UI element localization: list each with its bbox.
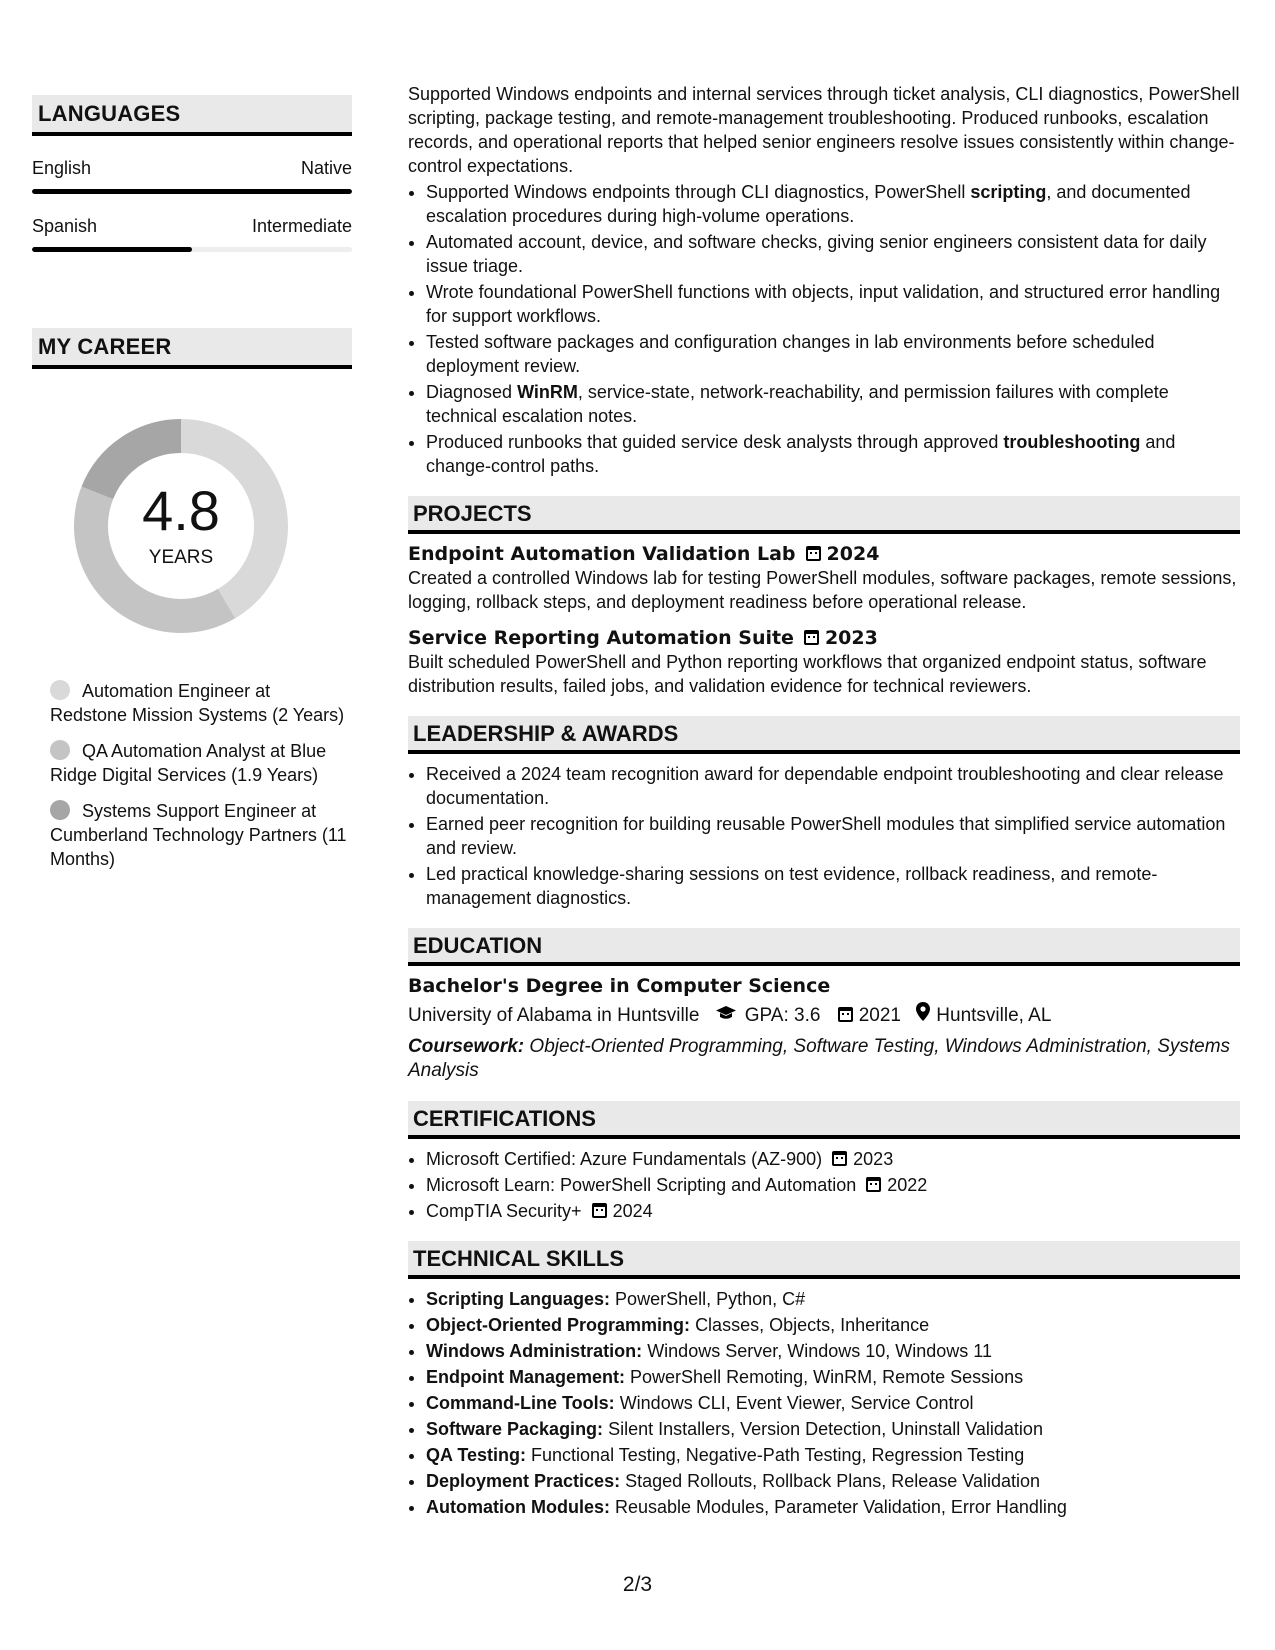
- left-column: [32, 95, 352, 883]
- list-item: • Software Packaging: Silent Installers, Version Detection, Uninstall Validation: [426, 1417, 1240, 1441]
- career-role: Automation Engineer at Redstone Mission Systems (2 Years): [50, 681, 345, 725]
- language-proficiency-bar: [32, 247, 352, 252]
- list-item: • Tested software packages and configuration changes in lab environments before scheduled deployment review.: [426, 330, 1240, 378]
- career-years-unit: YEARS: [148, 547, 214, 568]
- list-item: • Scripting Languages: PowerShell, Python, C#: [426, 1287, 1240, 1311]
- list-item: • Automated account, device, and software checks, giving senior engineers consistent data for daily issue triage.: [426, 230, 1240, 278]
- career-heading: MY CAREER: [32, 328, 352, 369]
- certifications-list: [408, 1147, 1240, 1223]
- list-item: • Microsoft Certified: Azure Fundamentals (AZ-900) 2023: [426, 1147, 1240, 1171]
- career-legend-item: [50, 799, 352, 871]
- language-item: [32, 158, 352, 194]
- coursework-label: Coursework:: [408, 1036, 525, 1057]
- education-details: [408, 1002, 1240, 1029]
- project-description: Built scheduled PowerShell and Python reporting workflows that organized endpoint status, software distribution results, failed jobs, and validation evidence for technical reviewers.: [408, 652, 1207, 696]
- calendar-icon: [804, 630, 819, 645]
- skills-list: [408, 1287, 1240, 1519]
- list-item: • CompTIA Security+ 2024: [426, 1199, 1240, 1223]
- language-level: Native: [300, 158, 352, 178]
- page-number: 2/3: [622, 1573, 653, 1596]
- graduation-year: 2021: [858, 1005, 901, 1026]
- list-item: • Windows Administration: Windows Server, Windows 10, Windows 11: [426, 1339, 1240, 1363]
- career-role: QA Automation Analyst at Blue Ridge Digital Services (1.9 Years): [50, 741, 327, 785]
- language-level: Intermediate: [251, 216, 352, 236]
- location: Huntsville, AL: [936, 1005, 1052, 1026]
- calendar-icon: [806, 546, 821, 561]
- language-item: [32, 216, 352, 252]
- career-role: Systems Support Engineer at Cumberland Technology Partners (11 Months): [50, 801, 347, 869]
- leadership-heading: LEADERSHIP & AWARDS: [408, 716, 1240, 754]
- career-total-years: 4.8: [142, 479, 220, 542]
- calendar-icon: [832, 1151, 847, 1166]
- calendar-icon: [838, 1007, 853, 1022]
- language-proficiency-bar: [32, 189, 352, 194]
- list-item: • Earned peer recognition for building reusable PowerShell modules that simplified service automation and review.: [426, 812, 1240, 860]
- language-name: Spanish: [32, 216, 98, 236]
- coursework-list: Object-Oriented Programming, Software Testing, Windows Administration, Systems Analysis: [408, 1036, 1231, 1081]
- list-item: • Object-Oriented Programming: Classes, Objects, Inheritance: [426, 1313, 1240, 1337]
- list-item: • Led practical knowledge-sharing sessions on test evidence, rollback readiness, and remote-management diagnostics.: [426, 862, 1240, 910]
- skills-heading: TECHNICAL SKILLS: [408, 1241, 1240, 1279]
- project-title: Endpoint Automation Validation Lab 2024: [408, 543, 880, 565]
- legend-dot: [50, 680, 70, 700]
- list-item: • Produced runbooks that guided service desk analysts through approved troubleshooting and change-control paths.: [426, 430, 1240, 478]
- career-legend-item: [50, 679, 352, 727]
- right-column: [408, 82, 1240, 1521]
- career-legend: [50, 679, 352, 871]
- school-name: University of Alabama in Huntsville: [408, 1005, 700, 1026]
- language-name: English: [32, 158, 92, 178]
- list-item: • Command-Line Tools: Windows CLI, Event Viewer, Service Control: [426, 1391, 1240, 1415]
- graduation-cap-icon: [715, 1005, 737, 1029]
- certifications-heading: CERTIFICATIONS: [408, 1101, 1240, 1139]
- project-description: Created a controlled Windows lab for testing PowerShell modules, software packages, remote sessions, logging, rollback steps, and deployment readiness before operational release.: [408, 568, 1237, 612]
- career-donut-chart: [66, 411, 296, 641]
- language-proficiency-fill: [32, 189, 352, 194]
- list-item: • Deployment Practices: Staged Rollouts, Rollback Plans, Release Validation: [426, 1469, 1240, 1493]
- list-item: • Wrote foundational PowerShell functions with objects, input validation, and structured error handling for support workflows.: [426, 280, 1240, 328]
- calendar-icon: [592, 1203, 607, 1218]
- legend-dot: [50, 740, 70, 760]
- education-heading: EDUCATION: [408, 928, 1240, 966]
- projects-heading: PROJECTS: [408, 496, 1240, 534]
- project-title: Service Reporting Automation Suite 2023: [408, 627, 878, 649]
- list-item: • Supported Windows endpoints through CLI diagnostics, PowerShell scripting, and documented escalation procedures during high-volume operations.: [426, 180, 1240, 228]
- languages-heading: LANGUAGES: [32, 95, 352, 136]
- legend-dot: [50, 800, 70, 820]
- experience-summary: Supported Windows endpoints and internal services through ticket analysis, CLI diagnostics, PowerShell scripting, package testing, and remote-management troubleshooting. Produced runbooks, escalation records, and operational reports that helped senior engineers resolve issues consistently within change-control expectations.: [408, 84, 1240, 176]
- experience-bullets: [408, 180, 1240, 478]
- list-item: • Diagnosed WinRM, service-state, network-reachability, and permission failures with complete technical escalation notes.: [426, 380, 1240, 428]
- leadership-list: [408, 762, 1240, 910]
- coursework: [408, 1035, 1240, 1083]
- list-item: • Automation Modules: Reusable Modules, Parameter Validation, Error Handling: [426, 1495, 1240, 1519]
- language-proficiency-fill: [32, 247, 192, 252]
- list-item: • QA Testing: Functional Testing, Negative-Path Testing, Regression Testing: [426, 1443, 1240, 1467]
- list-item: • Microsoft Learn: PowerShell Scripting and Automation 2022: [426, 1173, 1240, 1197]
- list-item: • Endpoint Management: PowerShell Remoting, WinRM, Remote Sessions: [426, 1365, 1240, 1389]
- gpa: GPA: 3.6: [744, 1005, 821, 1026]
- location-pin-icon: [916, 1002, 930, 1028]
- list-item: • Received a 2024 team recognition award for dependable endpoint troubleshooting and clear release documentation.: [426, 762, 1240, 810]
- career-legend-item: [50, 739, 352, 787]
- calendar-icon: [866, 1177, 881, 1192]
- degree-title: Bachelor's Degree in Computer Science: [408, 975, 831, 997]
